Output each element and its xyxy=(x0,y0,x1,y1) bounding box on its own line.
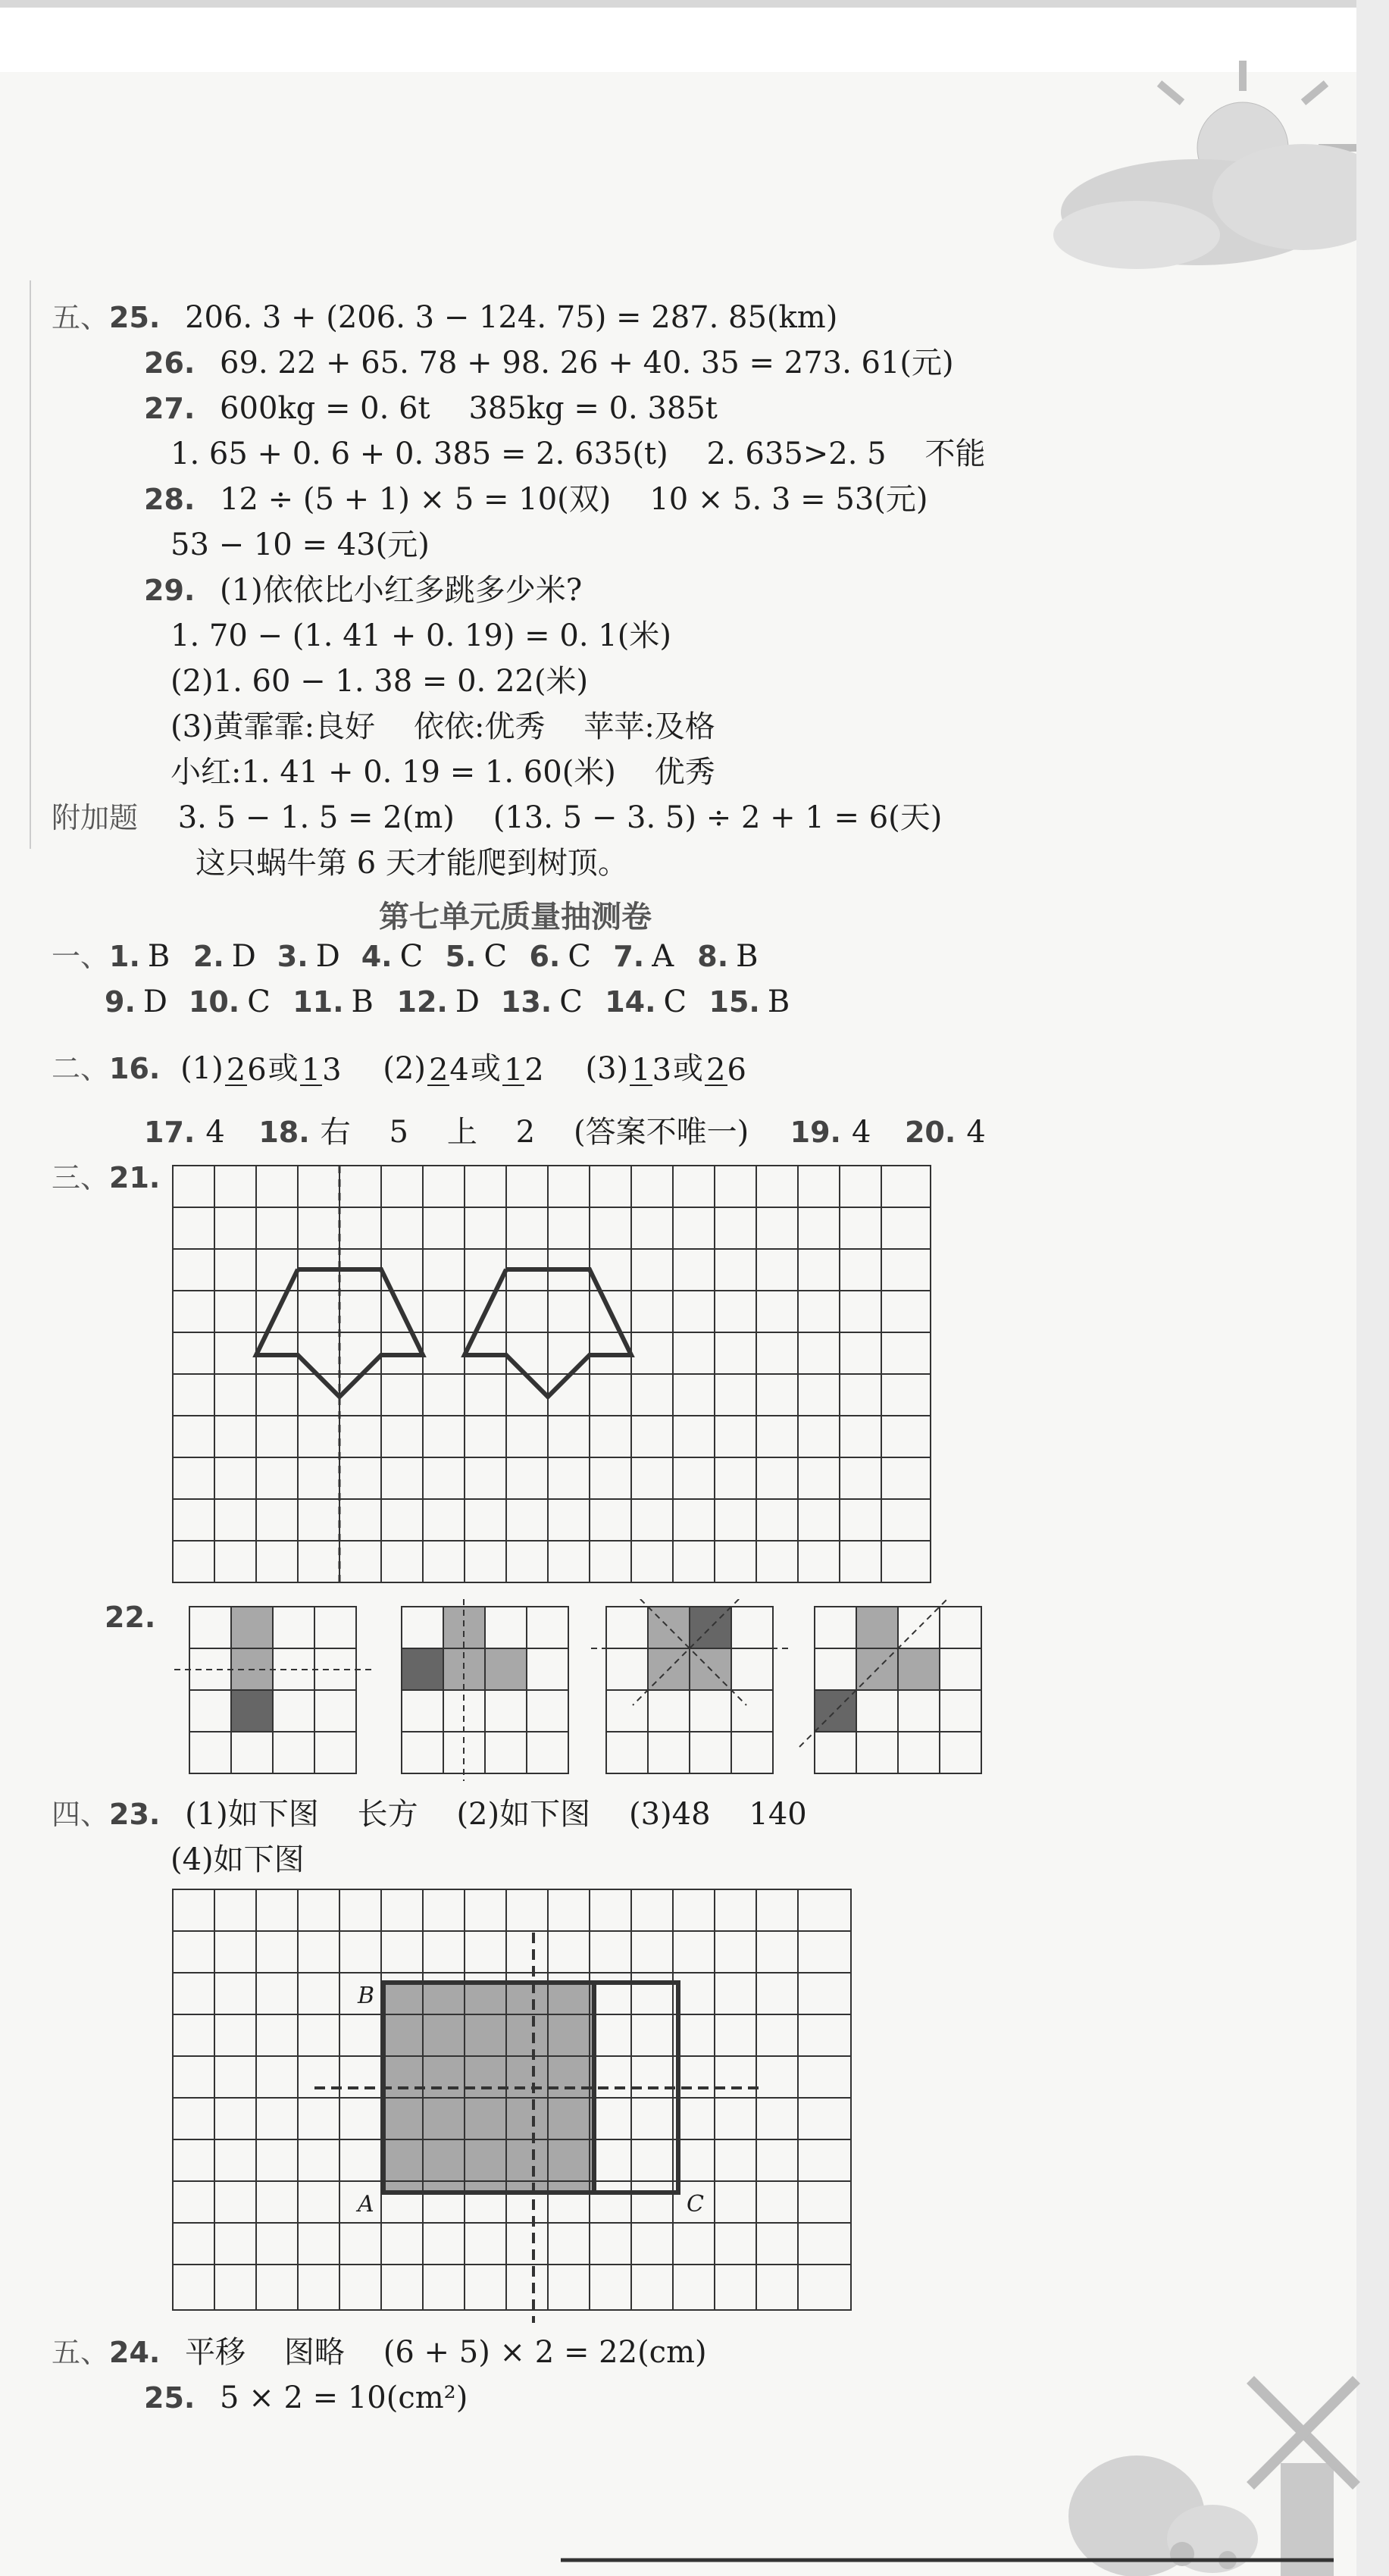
question-number: 18. xyxy=(258,1116,310,1149)
or-word: 或 xyxy=(470,1051,501,1086)
choice-answer: B xyxy=(351,984,374,1019)
question-number: 22. xyxy=(105,1601,156,1634)
question-number: 12. xyxy=(396,985,448,1019)
question-number: 6. xyxy=(529,940,561,973)
choice-answer: B xyxy=(736,939,759,974)
q22-grids xyxy=(170,1599,1004,1789)
bonus-label: 附加题 xyxy=(52,801,139,834)
q22-grid-2 xyxy=(402,1599,568,1781)
numerator: 2 xyxy=(706,1053,726,1088)
answer-text: (1)依依比小红多跳多少米? xyxy=(220,573,583,608)
choice-answer: A xyxy=(652,939,674,974)
s5-q27-line1 xyxy=(144,390,718,427)
question-number: 10. xyxy=(188,985,240,1019)
question-number: 17. xyxy=(144,1116,196,1149)
choice-answer: D xyxy=(231,939,256,974)
section-marker-two: 二、 xyxy=(52,1052,110,1085)
denominator: 6 xyxy=(727,1053,746,1088)
section-marker-four: 四、 xyxy=(52,1798,110,1831)
answer-text: 5 × 2 = 10(cm²) xyxy=(220,2380,468,2415)
s5-q29-line3: (2)1. 60 − 1. 38 = 0. 22(米) xyxy=(170,664,589,699)
question-number: 13. xyxy=(500,985,552,1019)
s1-row1 xyxy=(52,938,759,975)
question-number: 20. xyxy=(904,1116,956,1149)
section-marker-one: 一、 xyxy=(52,940,110,973)
denominator: 3 xyxy=(652,1053,672,1088)
denominator: 6 xyxy=(247,1053,267,1088)
denominator: 4 xyxy=(449,1053,469,1088)
s5-q28-line1 xyxy=(144,481,928,518)
fill-answer: 4 xyxy=(851,1115,871,1150)
answer-text: 206. 3 + (206. 3 − 124. 75) = 287. 85(km) xyxy=(185,300,838,335)
s5-q25-line xyxy=(52,299,837,336)
question-number: 9. xyxy=(105,985,136,1019)
question-number: 28. xyxy=(144,483,196,516)
question-number: 26. xyxy=(144,346,196,380)
choice-answer: C xyxy=(559,984,583,1019)
question-number: 25. xyxy=(144,2381,196,2415)
answer-text: 平移 图略 (6 + 5) × 2 = 22(cm) xyxy=(185,2335,707,2370)
choice-answer: C xyxy=(247,984,271,1019)
s4-q23-line1 xyxy=(52,1796,807,1833)
question-number: 27. xyxy=(144,392,196,425)
unit-title: 第七单元质量抽测卷 xyxy=(379,900,652,934)
fill-answer: 4 xyxy=(966,1115,986,1150)
question-number: 24. xyxy=(109,2336,161,2369)
fraction xyxy=(502,1053,544,1088)
q21-symmetry-grid xyxy=(170,1163,936,1588)
q22-grid-4 xyxy=(799,1599,981,1773)
choice-answer: C xyxy=(568,939,591,974)
numerator: 1 xyxy=(503,1053,524,1088)
or-word: 或 xyxy=(673,1051,704,1086)
bonus-line2: 这只蜗牛第 6 天才能爬到树顶。 xyxy=(196,846,628,881)
part-label: (2) xyxy=(383,1051,426,1086)
fill-answer: 右 5 上 2 (答案不唯一) xyxy=(320,1115,749,1150)
question-number: 29. xyxy=(144,574,196,607)
fraction xyxy=(630,1053,672,1088)
choice-answer: B xyxy=(147,939,170,974)
part-label: (1) xyxy=(180,1051,224,1086)
answer-text: 600kg = 0. 6t 385kg = 0. 385t xyxy=(220,391,718,426)
choice-answer: D xyxy=(315,939,340,974)
part-label: (3) xyxy=(585,1051,629,1086)
right-margin-shade xyxy=(1356,0,1389,2576)
question-number: 16. xyxy=(109,1052,161,1085)
fraction xyxy=(300,1053,342,1088)
numerator: 2 xyxy=(428,1053,449,1088)
s2-q17-20 xyxy=(144,1114,986,1150)
question-number: 7. xyxy=(613,940,645,973)
vertex-label-b: B xyxy=(358,1983,375,2009)
vertex-label-a: A xyxy=(358,2191,374,2218)
numerator: 2 xyxy=(226,1053,246,1088)
s5-q29-line4: (3)黄霏霏:良好 依依:优秀 苹苹:及格 xyxy=(170,709,715,744)
section-marker-five: 五、 xyxy=(52,301,110,334)
answer-text: (1)如下图 长方 (2)如下图 (3)48 140 xyxy=(185,1797,807,1832)
choice-answer: C xyxy=(663,984,687,1019)
section-marker-three: 三、 xyxy=(52,1161,110,1194)
or-word: 或 xyxy=(267,1051,299,1086)
s5-q29-line2: 1. 70 − (1. 41 + 0. 19) = 0. 1(米) xyxy=(170,618,671,653)
fraction xyxy=(225,1053,267,1088)
fill-answer: 4 xyxy=(205,1115,225,1150)
vertex-label-c: C xyxy=(687,2191,704,2218)
s5-q28-line2: 53 − 10 = 43(元) xyxy=(170,527,430,562)
s5-q29-line5: 小红:1. 41 + 0. 19 = 1. 60(米) 优秀 xyxy=(170,755,715,790)
q22-label xyxy=(105,1599,155,1635)
question-number: 3. xyxy=(277,940,308,973)
s3-q21-label xyxy=(52,1160,160,1196)
question-number: 11. xyxy=(293,985,344,1019)
s1-row2 xyxy=(105,984,790,1020)
section-marker-five-b: 五、 xyxy=(52,2336,110,2369)
bonus-line1 xyxy=(52,800,942,836)
sun-cloud-decoration xyxy=(1053,61,1389,269)
question-number: 25. xyxy=(109,301,161,334)
question-number: 2. xyxy=(192,940,224,973)
question-number: 15. xyxy=(709,985,760,1019)
s5b-q24 xyxy=(52,2334,707,2371)
s5b-q25 xyxy=(144,2380,468,2416)
question-number: 23. xyxy=(109,1798,161,1831)
answer-text: 69. 22 + 65. 78 + 98. 26 + 40. 35 = 273. 61(元) xyxy=(220,346,954,380)
fraction xyxy=(427,1053,469,1088)
q22-grid-3 xyxy=(591,1599,788,1773)
s2-q16 xyxy=(52,1038,748,1099)
denominator: 3 xyxy=(322,1053,342,1088)
windmill-decoration xyxy=(1068,2380,1356,2576)
choice-answer: D xyxy=(455,984,480,1019)
question-number: 5. xyxy=(445,940,477,973)
question-number: 21. xyxy=(109,1161,161,1194)
s4-q23-line2: (4)如下图 xyxy=(170,1842,305,1877)
choice-answer: C xyxy=(483,939,508,974)
question-number: 1. xyxy=(109,940,140,973)
s5-q29-line1 xyxy=(144,572,582,609)
question-number: 4. xyxy=(361,940,393,973)
q23-rectangle-grid xyxy=(170,1887,928,2330)
choice-answer: D xyxy=(142,984,167,1019)
question-number: 14. xyxy=(605,985,656,1019)
bonus-answer: 3. 5 − 1. 5 = 2(m) (13. 5 − 3. 5) ÷ 2 + 1 = 6(天) xyxy=(177,800,943,835)
fraction xyxy=(705,1053,746,1088)
question-number: 8. xyxy=(697,940,729,973)
grid-lines xyxy=(173,1166,931,1582)
numerator: 1 xyxy=(631,1053,651,1088)
denominator: 2 xyxy=(524,1053,544,1088)
question-number: 19. xyxy=(790,1116,841,1149)
answer-text: 12 ÷ (5 + 1) × 5 = 10(双) 10 × 5. 3 = 53(元) xyxy=(220,482,928,517)
numerator: 1 xyxy=(301,1053,321,1088)
q22-grid-1 xyxy=(174,1607,371,1773)
s5-q27-line2: 1. 65 + 0. 6 + 0. 385 = 2. 635(t) 2. 635>2. 5 不能 xyxy=(170,437,986,471)
s5-q26-line xyxy=(144,345,954,381)
choice-answer: B xyxy=(767,984,790,1019)
choice-answer: C xyxy=(399,939,424,974)
